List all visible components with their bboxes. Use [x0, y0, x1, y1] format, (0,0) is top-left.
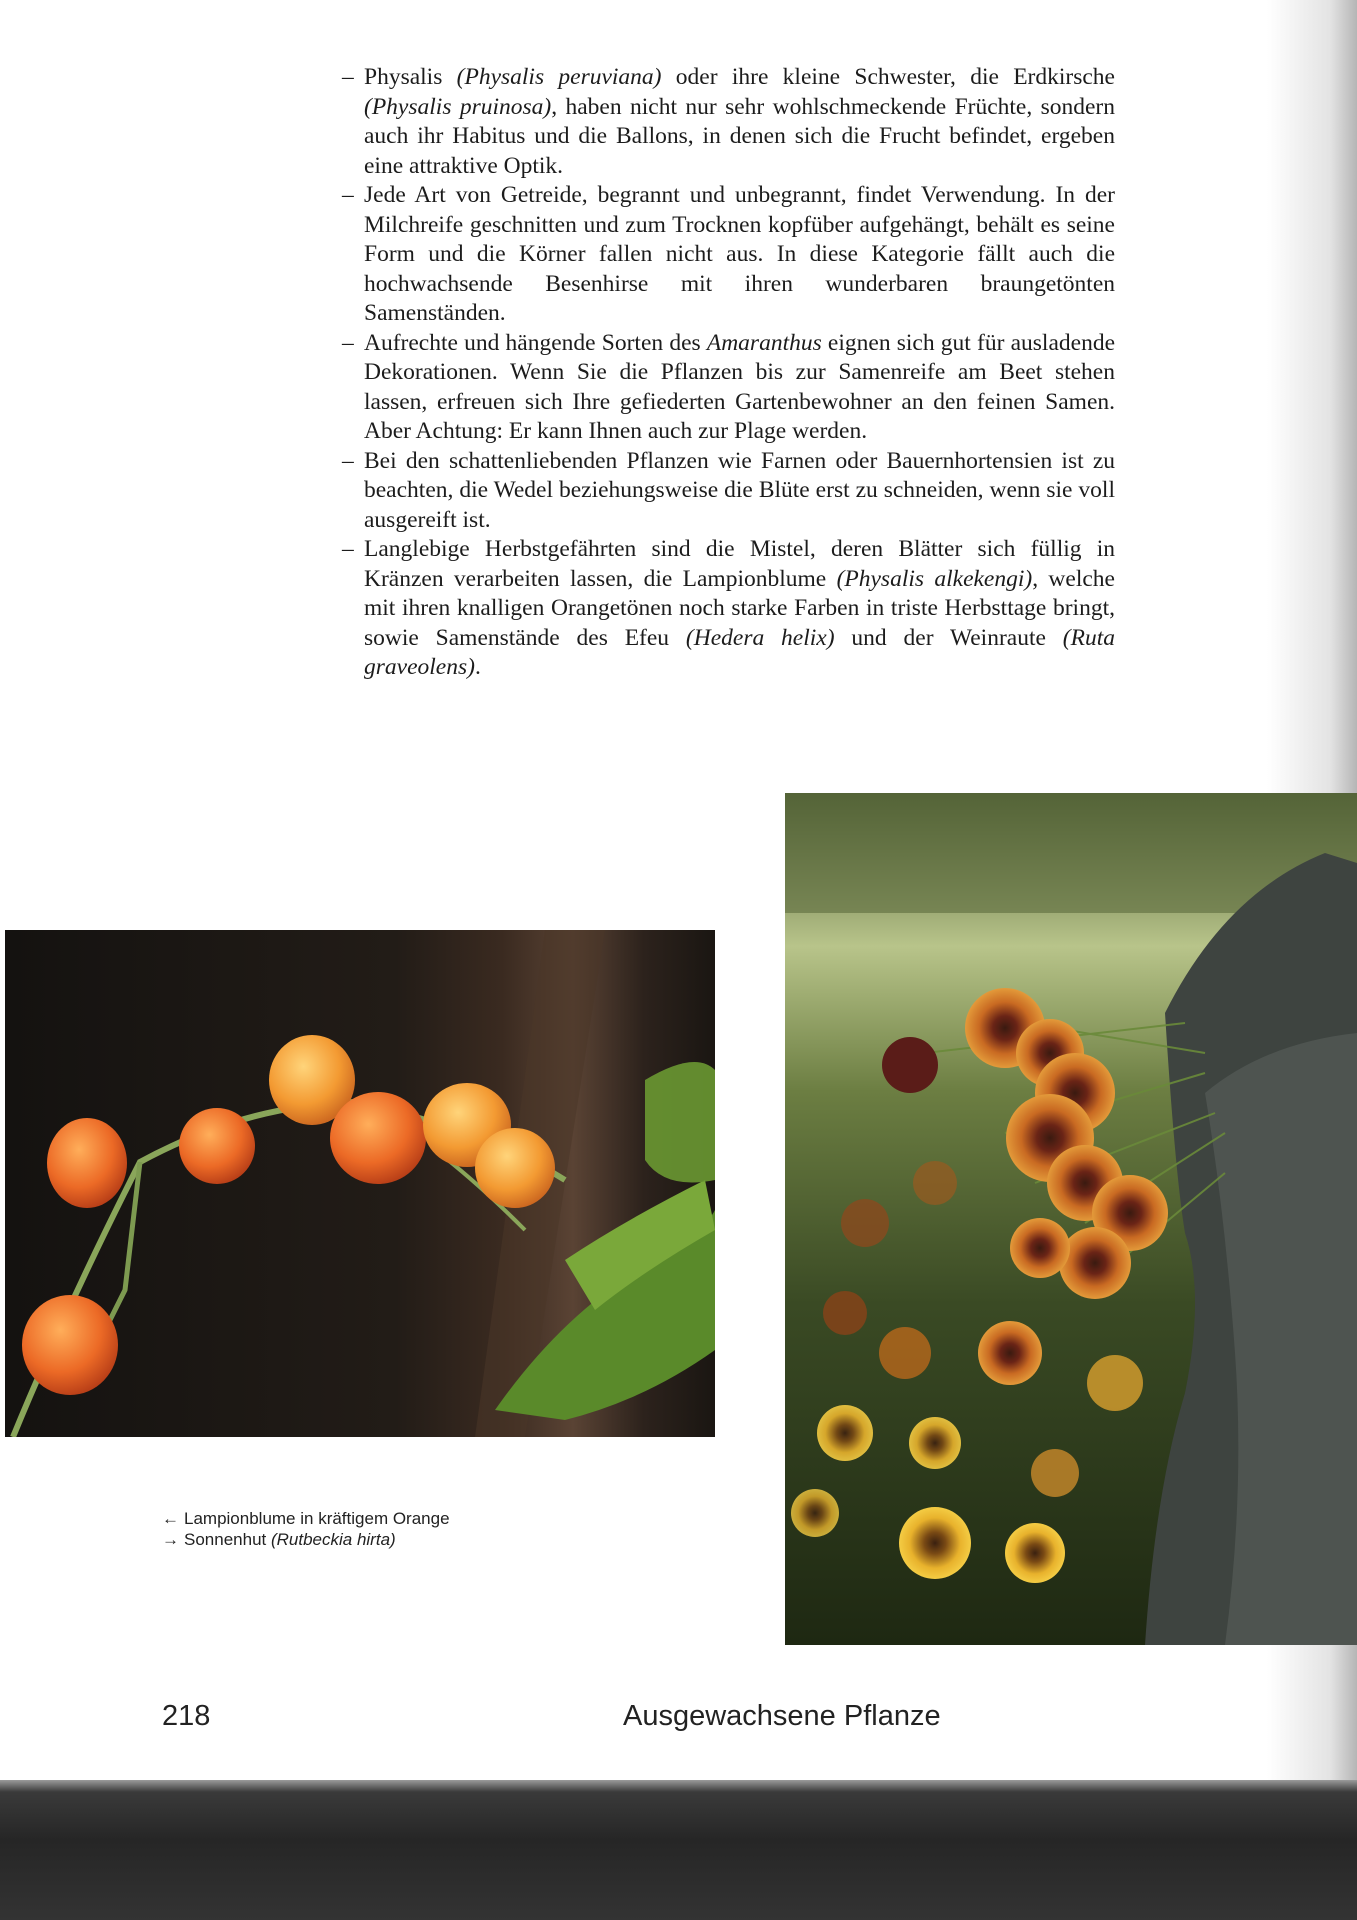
text-run: Physalis — [364, 64, 457, 90]
photo-lampionblume — [5, 930, 715, 1437]
page-number: 218 — [162, 1700, 211, 1732]
latin-name: (Ruta graveolens) — [364, 624, 1115, 680]
caption-text-lampionblume: Lampionblume in kräftigem Orange — [184, 1509, 450, 1528]
bullet-dash: – — [342, 64, 354, 90]
bullet-dash: – — [342, 329, 354, 356]
caption-line-left — [162, 1508, 450, 1529]
text-run: Langlebige Herbstgefährten sind die Mistel, deren Blätter sich füllig in Kränzen verarbeiten lassen, die Lampionblume — [364, 536, 1115, 592]
photo-caption — [162, 1508, 450, 1550]
bullet-item — [330, 447, 1115, 536]
bullet-item — [330, 63, 1115, 181]
sonnenhut-image — [785, 793, 1357, 1645]
text-run: Bei den schattenliebenden Pflanzen wie Farnen oder Bauernhortensien ist zu beachten, die Wedel beziehungsweise die Blüte erst zu schneiden, wenn sie voll ausgereift ist. — [364, 447, 1115, 533]
lampionblume-image — [5, 930, 715, 1437]
bullet-item — [330, 181, 1115, 329]
scan-background — [0, 1780, 1357, 1920]
body-text — [330, 63, 1115, 683]
bullet-dash: – — [342, 447, 354, 474]
text-run: Jede Art von Getreide, begrannt und unbegrannt, findet Verwendung. In der Milchreife geschnitten und zum Trocknen kopfüber aufgehängt, behält es seine Form und die Körner fallen nicht aus. In diese Kategorie fällt auch die hochwachsende Besenhirse mit ihren wunderbaren braungetönten Samenständen. — [364, 182, 1115, 326]
bullet-item — [330, 535, 1115, 683]
text-run: und der Weinraute — [834, 624, 1063, 651]
latin-name: (Physalis alkekengi) — [836, 565, 1033, 592]
photo-sonnenhut — [785, 793, 1357, 1645]
caption-latin-name: (Rutbeckia hirta) — [270, 1530, 396, 1549]
arrow-left-icon: ← — [162, 1509, 179, 1528]
text-run: eignen sich gut für ausladende Dekorationen. Wenn Sie die Pflanzen bis zur Samenreife am Beet stehen lassen, erfreuen sich Ihre gefiederten Gartenbewohner an den feinen Samen. Aber Achtung: Er kann Ihnen auch zur Plage werden. — [364, 329, 1115, 444]
caption-text-sonnenhut: Sonnenhut — [184, 1530, 271, 1549]
text-run: . — [474, 654, 481, 680]
bullet-item — [330, 329, 1115, 447]
latin-name: (Physalis pruinosa) — [364, 93, 552, 120]
bullet-dash: – — [342, 536, 354, 562]
text-run: Aufrechte und hängende Sorten des — [364, 329, 707, 356]
latin-name: (Hedera helix) — [685, 624, 835, 651]
text-run: oder ihre kleine Schwester, die Erdkirsche — [661, 64, 1115, 90]
arrow-right-icon: → — [162, 1530, 179, 1549]
section-title: Ausgewachsene Pflanze — [623, 1700, 941, 1732]
latin-name: Amaranthus — [706, 329, 822, 356]
latin-name: (Physalis peruviana) — [456, 64, 662, 90]
text-run: , welche mit ihren knalligen Orangetönen noch starke Farben in triste Herbsttage bringt, sowie Samenstände des Efeu — [364, 565, 1115, 651]
caption-line-right — [162, 1529, 450, 1550]
text-run: , haben nicht nur sehr wohlschmeckende Früchte, sondern auch ihr Habitus und die Ballons, in denen sich die Frucht befindet, ergeben eine attraktive Optik. — [364, 93, 1116, 179]
bullet-dash: – — [342, 182, 354, 208]
bullet-list — [330, 63, 1115, 683]
